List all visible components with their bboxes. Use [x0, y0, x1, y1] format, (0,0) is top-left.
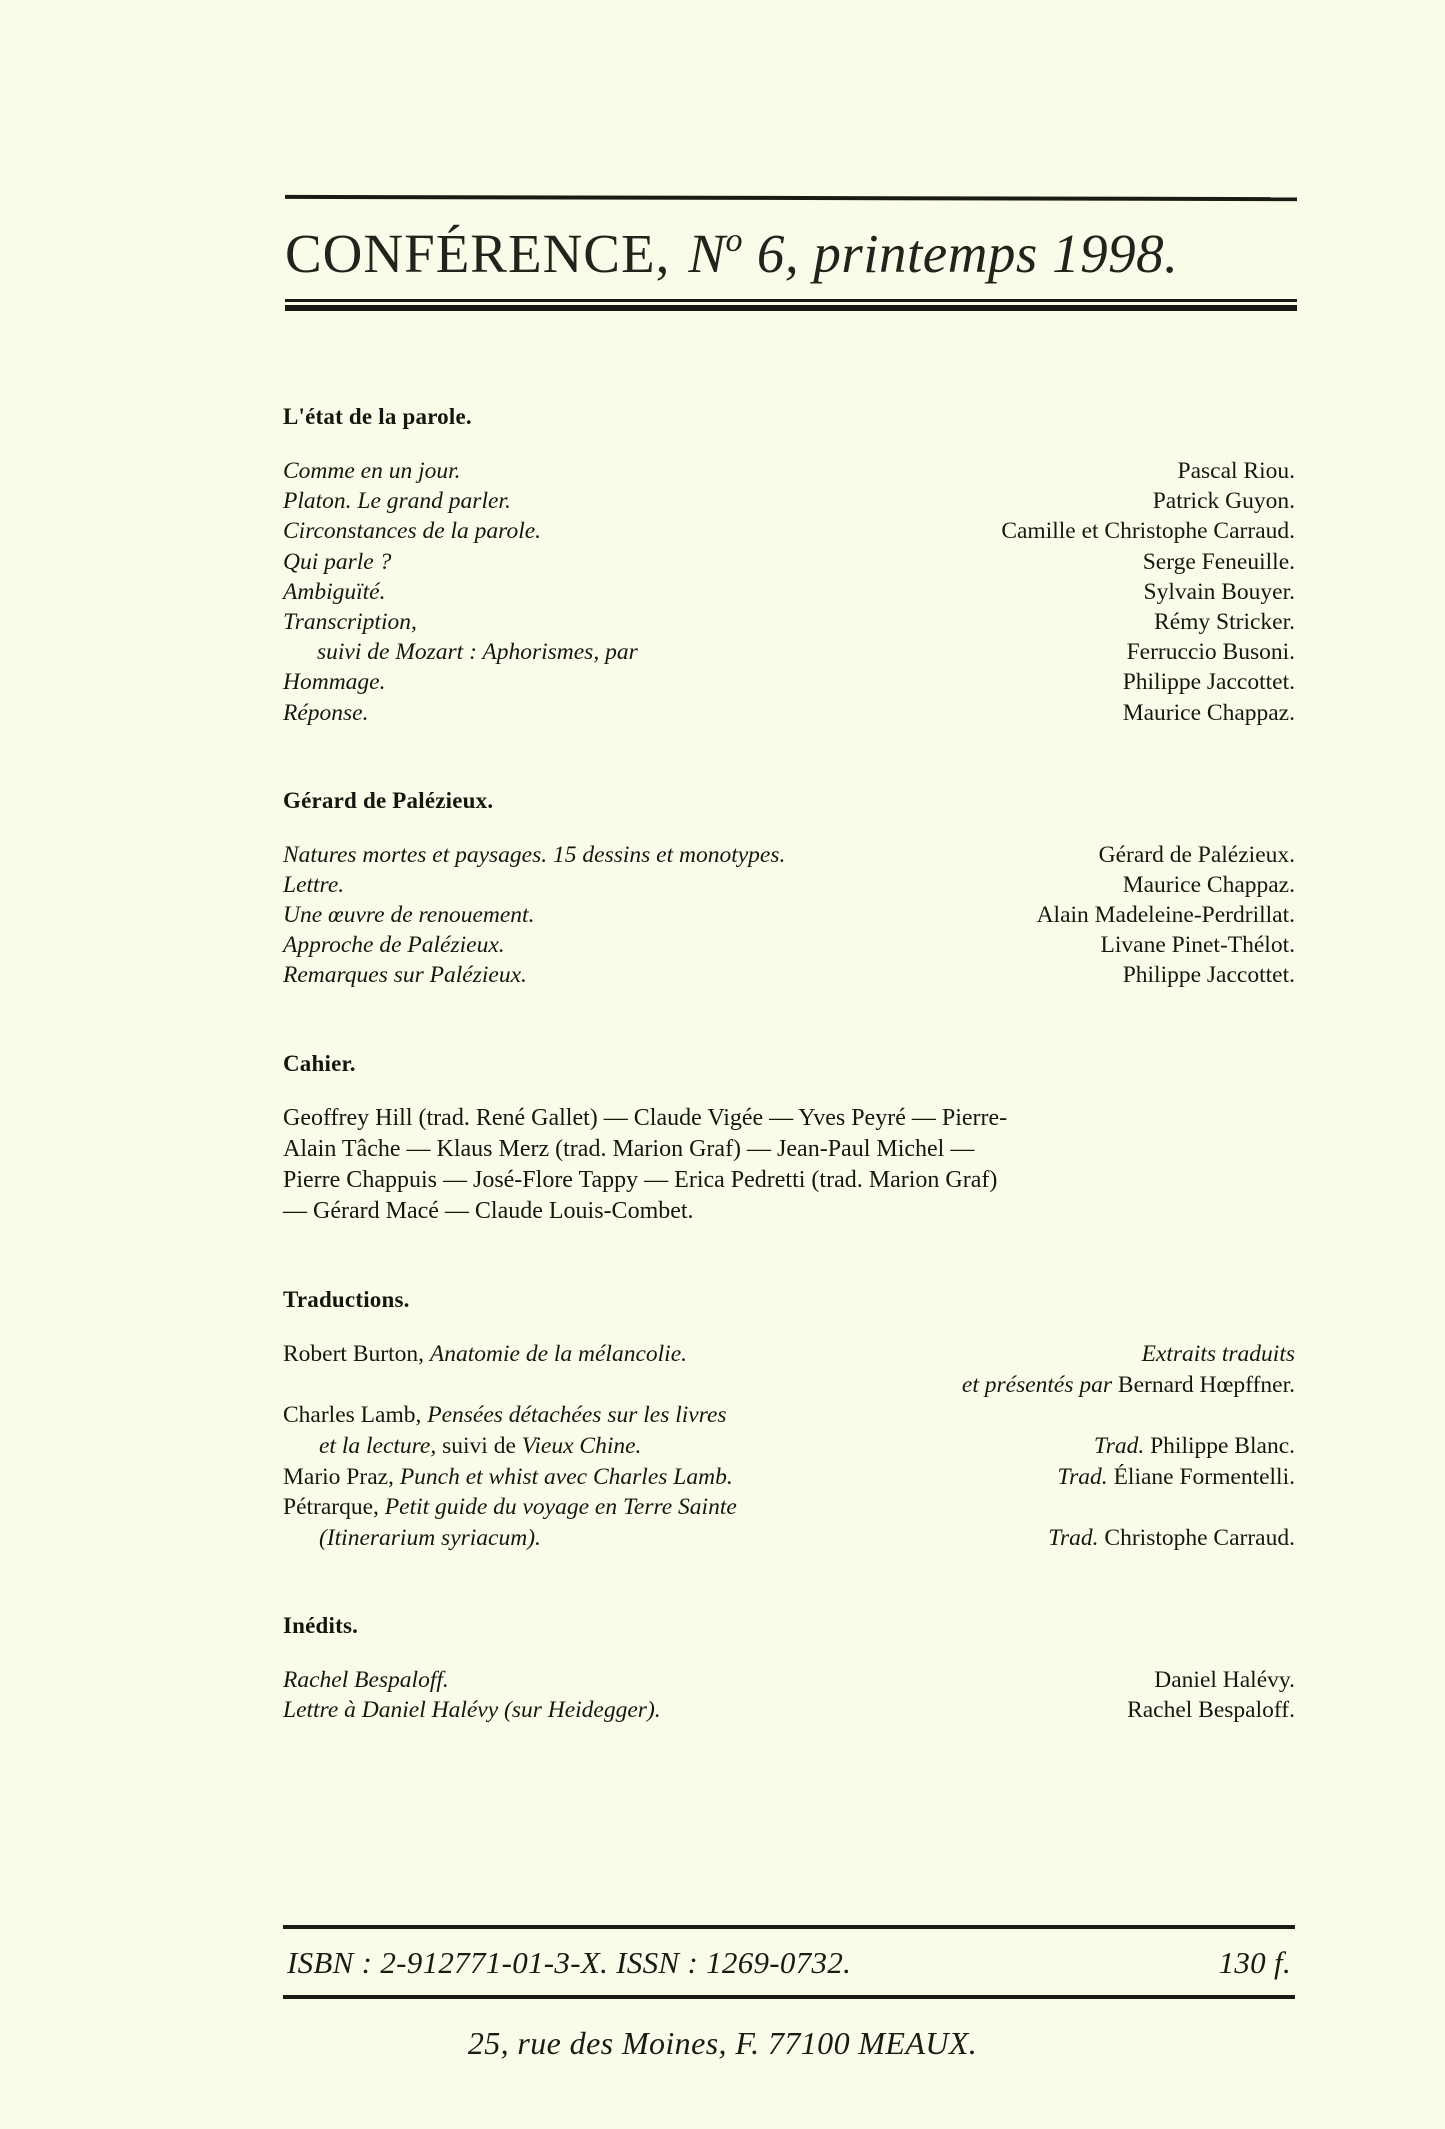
contributor-list — [283, 1103, 1295, 1228]
toc-entry — [283, 516, 1295, 546]
entry-author: Maurice Chappaz. — [1122, 699, 1295, 726]
traduction-work — [283, 1400, 741, 1431]
traduction-row — [283, 1400, 1295, 1431]
entry-title-continuation — [283, 637, 654, 667]
traduction-trad-label: Trad. — [1048, 1524, 1099, 1551]
traduction-credit — [1048, 1523, 1295, 1554]
traduction-row — [283, 1462, 1295, 1493]
section-heading: Gérard de Palézieux. — [283, 787, 494, 813]
entry-title: Réponse. — [283, 699, 369, 726]
entry-author: Rachel Bespaloff. — [1127, 1697, 1295, 1724]
contributor-line: Alain Tâche — Klaus Merz (trad. Marion Graf) — Jean-Paul Michel — — [283, 1135, 975, 1162]
entry-title: Comme en un jour. — [283, 458, 461, 484]
traduction-credit-prefix: et présentés par — [961, 1371, 1113, 1398]
entry-author: Alain Madeleine-Perdrillat. — [1036, 902, 1295, 929]
traduction-title-connector: suivi de — [436, 1433, 522, 1460]
traduction-author: Robert Burton, — [283, 1341, 424, 1368]
entry-author: Daniel Halévy. — [1154, 1667, 1295, 1694]
toc-entry — [283, 1695, 1295, 1725]
traduction-title-part1: et la lecture, — [319, 1433, 437, 1460]
toc-entry — [283, 547, 1295, 577]
entry-title: Remarques sur Palézieux. — [283, 962, 527, 989]
entry-title: Approche de Palézieux. — [283, 932, 505, 959]
traduction-title: Pensées détachées sur les livres — [427, 1402, 727, 1429]
traduction-translator: Philippe Blanc. — [1144, 1433, 1295, 1460]
section-heading: Cahier. — [283, 1050, 356, 1076]
entry-title: Ambiguïté. — [283, 578, 386, 605]
entry-title: Lettre à Daniel Halévy (sur Heidegger). — [283, 1697, 661, 1724]
traduction-trad-label: Trad. — [1057, 1463, 1108, 1490]
entry-title: Qui parle ? — [283, 548, 392, 575]
toc-entry — [283, 607, 1295, 637]
section-heading: L'état de la parole. — [283, 404, 472, 429]
traduction-translator: Christophe Carraud. — [1098, 1524, 1295, 1551]
entry-title: Platon. Le grand parler. — [283, 488, 511, 515]
entry-title-continuation-text: suivi de Mozart : Aphorismes, par — [317, 639, 638, 666]
isbn-issn: ISBN : 2-912771-01-3-X. ISSN : 1269-0732. — [287, 1945, 852, 1980]
traduction-title: Punch et whist avec Charles Lamb. — [399, 1463, 733, 1490]
traduction-trad-label: Trad. — [1093, 1433, 1145, 1460]
traduction-credit — [1094, 1431, 1295, 1462]
traduction-author: Mario Praz, — [283, 1463, 394, 1490]
section-heading: Traductions. — [283, 1287, 410, 1313]
issue-designation — [688, 223, 1178, 284]
traduction-list — [283, 1339, 1295, 1553]
toc-entry — [283, 698, 1295, 728]
entry-author: Pascal Riou. — [1177, 458, 1295, 484]
toc-entry-continuation — [283, 637, 1295, 667]
traduction-credit-continuation — [283, 1370, 1295, 1401]
toc-entry — [283, 840, 1295, 870]
entry-author: Ferruccio Busoni. — [1126, 639, 1295, 666]
entry-author: Sylvain Bouyer. — [1143, 578, 1295, 605]
entry-list — [283, 1665, 1295, 1725]
journal-name: CONFÉRENCE, — [285, 223, 671, 285]
contributor-line: — Gérard Macé — Claude Louis-Combet. — [283, 1198, 694, 1225]
entry-title: Natures mortes et paysages. 15 dessins et monotypes. — [283, 841, 786, 868]
entry-title: Transcription, — [283, 608, 417, 635]
issue-number-rest: 6, printemps 1998. — [742, 223, 1179, 285]
toc-entry — [283, 930, 1295, 960]
traduction-credit: Extraits traduits — [1141, 1341, 1295, 1368]
footer — [283, 1925, 1295, 1999]
entry-title: Lettre. — [283, 871, 345, 898]
section-etat-de-la-parole — [283, 404, 1295, 728]
entry-title: Circonstances de la parole. — [283, 518, 542, 545]
traduction-row — [283, 1492, 1295, 1523]
masthead-top-rule — [285, 195, 1297, 201]
entry-list — [283, 456, 1295, 728]
entry-author: Rémy Stricker. — [1154, 608, 1295, 635]
traduction-translator: Éliane Formentelli. — [1107, 1463, 1295, 1490]
entry-author: Serge Feneuille. — [1142, 548, 1295, 575]
identifiers-line — [283, 1929, 1295, 1995]
contributor-line: Geoffrey Hill (trad. René Gallet) — Claude Vigée — Yves Peyré — Pierre- — [283, 1104, 1008, 1131]
section-traductions — [283, 1287, 1295, 1553]
traduction-title-part2: Vieux Chine. — [521, 1433, 642, 1460]
table-of-contents — [283, 404, 1295, 1726]
section-heading: Inédits. — [283, 1613, 359, 1639]
traduction-title: Anatomie de la mélancolie. — [429, 1341, 687, 1368]
entry-author: Philippe Jaccottet. — [1122, 962, 1295, 989]
publisher-address: 25, rue des Moines, F. 77100 MEAUX. — [467, 2025, 978, 2061]
toc-entry — [283, 667, 1295, 697]
toc-entry — [283, 1665, 1295, 1695]
traduction-author: Pétrarque, — [283, 1494, 379, 1521]
entry-author: Philippe Jaccottet. — [1122, 669, 1295, 696]
toc-entry — [283, 900, 1295, 930]
traduction-row — [283, 1431, 1295, 1462]
toc-entry — [283, 960, 1295, 990]
traduction-translator: Bernard Hœpffner. — [1117, 1371, 1295, 1398]
traduction-title-continuation — [283, 1431, 655, 1462]
toc-entry — [283, 456, 1295, 486]
entry-author: Maurice Chappaz. — [1122, 871, 1295, 898]
toc-entry — [283, 577, 1295, 607]
entry-title: Hommage. — [283, 669, 386, 696]
section-cahier — [283, 1051, 1295, 1228]
traduction-author: Charles Lamb, — [283, 1402, 422, 1429]
entry-author: Gérard de Palézieux. — [1098, 841, 1295, 868]
entry-title: Rachel Bespaloff. — [283, 1667, 449, 1694]
entry-title: Une œuvre de renouement. — [283, 902, 535, 929]
traduction-title-continuation: (Itinerarium syriacum). — [319, 1524, 541, 1551]
traduction-work — [283, 1339, 701, 1370]
contributor-line: Pierre Chappuis — José-Flore Tappy — Erica Pedretti (trad. Marion Graf) — [283, 1167, 998, 1193]
entry-author: Camille et Christophe Carraud. — [1001, 518, 1295, 545]
section-inedits — [283, 1613, 1295, 1725]
footer-bottom-rule — [283, 1995, 1295, 1999]
toc-entry — [283, 870, 1295, 900]
entry-author: Livane Pinet-Thélot. — [1100, 932, 1295, 959]
page-title — [285, 222, 1297, 285]
masthead — [285, 196, 1297, 311]
section-gerard-de-palezieux — [283, 788, 1295, 991]
masthead-bottom-rule — [285, 299, 1297, 311]
traduction-credit — [1057, 1462, 1295, 1493]
traduction-title: Petit guide du voyage en Terre Sainte — [384, 1494, 737, 1521]
cahier-paragraph — [283, 1103, 1295, 1228]
issue-number-ordinal: o — [725, 222, 743, 259]
traduction-row — [283, 1523, 1295, 1554]
entry-list — [283, 840, 1295, 991]
price: 130 f. — [1218, 1945, 1291, 1980]
entry-author: Patrick Guyon. — [1152, 488, 1295, 515]
issue-number-prefix: N — [688, 223, 726, 285]
traduction-row — [283, 1339, 1295, 1370]
traduction-work — [283, 1462, 747, 1493]
traduction-work — [283, 1492, 751, 1523]
toc-entry — [283, 486, 1295, 516]
